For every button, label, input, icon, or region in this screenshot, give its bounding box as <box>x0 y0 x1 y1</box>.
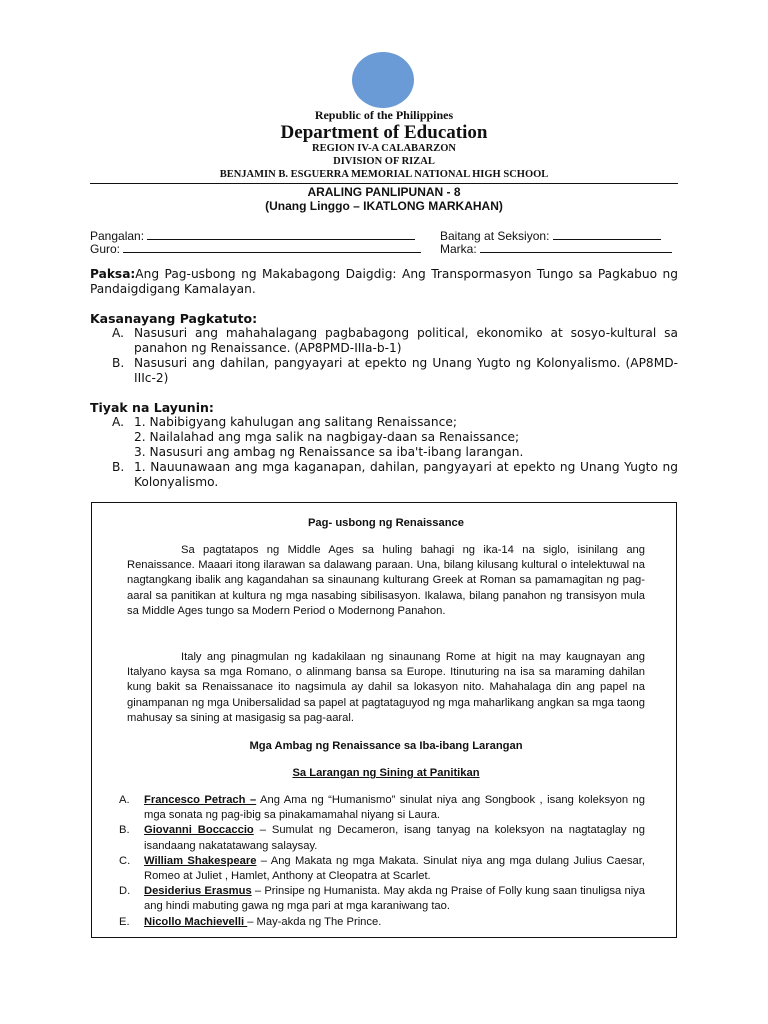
person-desc: – Sumulat ng Decameron, isang tanyag na koleksyon na nagtataglay ng isandaang nakatatawang salaysay. <box>144 824 646 852</box>
header-school: BENJAMIN B. ESGUERRA MEMORIAL NATIONAL HIGH SCHOOL <box>219 169 549 180</box>
kasanayan-item-b <box>90 356 678 386</box>
person-name: William Shakespeare <box>144 854 257 867</box>
person-name: Francesco Petrach – <box>144 794 257 806</box>
tiyak-item-a3 <box>90 445 678 460</box>
guro-label: Guro: <box>90 242 121 256</box>
header-divider <box>90 183 678 184</box>
ambag-title: Mga Ambag ng Renaissance sa Iba-ibang Larangan <box>249 740 523 752</box>
tiyak-a-item: 2. Nailalahad ang mga salik na nagbigay-daan sa Renaissance; <box>134 430 520 444</box>
guro-field[interactable] <box>90 241 421 256</box>
list-label: A. <box>119 794 130 806</box>
paksa-section <box>90 267 678 297</box>
list-item <box>119 854 645 884</box>
paksa-text: Ang Pag-usbong ng Makabagong Daigdig: Ang Transpormasyon Tungo sa Pagkabuo ng Pandaigdigang Kamalayan. <box>90 267 678 296</box>
box-title: Pag- usbong ng Renaissance <box>307 517 465 529</box>
list-label: C. <box>119 854 131 867</box>
list-label: E. <box>119 915 130 928</box>
box-paragraph-2: Italy ang pinagmulan ng kadakilaan ng sinaunang Rome at higit na may kaugnayan ang Italyano kaysa sa mga Romano, o alinmang bansa sa Europe. Itinuturing na isa sa maraming dahilan kung bakit sa Renaissanace ito nagsimula ay dahil sa lokasyon nito. Mahahalaga din ang papel na ginampanan ng mga Unibersalidad sa papel at pagtataguyod ng mga maharlikang angkan sa mga taong mahusay sa sining at masigasig sa pag-aaral. <box>127 651 645 724</box>
person-desc: – May-akda ng The Prince. <box>247 915 382 928</box>
list-label: B. <box>119 824 130 837</box>
baitang-blank[interactable] <box>553 228 661 240</box>
quarter-title: (Unang Linggo – IKATLONG MARKAHAN) <box>265 199 503 213</box>
person-name: Nicollo Machievelli <box>144 915 248 928</box>
renaissance-box <box>91 502 677 938</box>
list-item <box>119 823 646 853</box>
tiyak-a-label: A. <box>112 415 124 429</box>
list-label: D. <box>119 885 131 898</box>
tiyak-a-item: 1. Nabibigyang kahulugan ang salitang Renaissance; <box>134 415 457 429</box>
tiyak-title: Tiyak na Layunin: <box>90 400 214 415</box>
list-item <box>119 793 645 823</box>
kasanayan-item-text: Nasusuri ang mahahalagang pagbabagong political, ekonomiko at sosyo-kultural sa panahon ng Renaissance. (AP8PMD-IIIa-b-1) <box>134 326 678 355</box>
header-department: Department of Education <box>280 122 488 143</box>
marka-blank[interactable] <box>480 241 672 253</box>
kasanayan-item-label: A. <box>112 326 124 340</box>
kasanayan-item-text: Nasusuri ang dahilan, pangyayari at epekto ng Unang Yugto ng Kolonyalismo. (AP8MD-IIIc-2) <box>134 356 678 385</box>
sining-title: Sa Larangan ng Sining at Panitikan <box>292 767 480 779</box>
tiyak-b-text: 1. Nauunawaan ang mga kaganapan, dahilan, pangyayari at epekto ng Unang Yugto ng Kolonyalismo. <box>134 460 678 489</box>
tiyak-a-item: 3. Nasusuri ang ambag ng Renaissance sa iba't-ibang larangan. <box>134 445 524 459</box>
subject-title: ARALING PANLIPUNAN - 8 <box>307 185 461 199</box>
tiyak-item-b <box>90 460 678 490</box>
kasanayan-title: Kasanayang Pagkatuto: <box>90 311 258 326</box>
kasanayan-item-label: B. <box>112 356 125 370</box>
people-list <box>119 793 646 930</box>
tiyak-item-a2 <box>90 430 678 445</box>
kasanayan-item-a <box>90 326 678 356</box>
pangalan-label: Pangalan: <box>90 229 145 243</box>
kasanayan-section <box>90 311 678 386</box>
person-name: Giovanni Boccaccio <box>144 824 254 837</box>
paksa-label: Paksa: <box>90 267 136 281</box>
person-name: Desiderius Erasmus <box>144 885 252 898</box>
person-desc: – Ang Makata ng mga Makata. Sinulat niya ang mga dulang Julius Caesar, Romeo at Juliet , Hamlet, Anthony at Cleopatra at Scarlet. <box>144 854 645 883</box>
person-desc: – Prinsipe ng Humanista. May akda ng Praise of Folly kung saan tinuligsa niya ang hindi mabuting gawa ng mga pari at mga karaniwang tao. <box>144 885 645 913</box>
marka-field[interactable] <box>440 241 672 256</box>
list-item <box>119 915 645 930</box>
pangalan-blank[interactable] <box>147 228 415 240</box>
header-division: DIVISION OF RIZAL <box>333 156 435 167</box>
baitang-label: Baitang at Seksiyon: <box>440 229 550 243</box>
tiyak-item-a1 <box>90 415 678 430</box>
deped-logo-circle <box>352 52 414 108</box>
guro-blank[interactable] <box>123 241 421 253</box>
box-paragraph-1: Sa pagtatapos ng Middle Ages sa huling bahagi ng ika-14 na siglo, isinilang ang Renaissance. Maaari itong ilarawan sa dalawang paraan. Una, bilang kilusang kultural o intelektuwal na nagtangkang ibalik ang kagandahan sa sinaunang kulturang Greek at Roman sa pamamagitan ng pag-aaral sa panitikan at kultura ng mga nasabing sibilisasyon. Ikalawa, bilang panahon ng transisyon mula sa Middle Ages tungo sa Modern Period o Modernong Panahon. <box>127 544 645 617</box>
header-republic: Republic of the Philippines <box>314 108 454 122</box>
tiyak-b-label: B. <box>112 460 125 474</box>
person-desc: Ang Ama ng “Humanismo” sinulat niya ang Songbook , isang koleksyon ng mga sonata ng pag-ibig sa pinakamamahal niyang si Laura. <box>144 794 645 822</box>
header-region: REGION IV-A CALABARZON <box>312 143 456 154</box>
list-item <box>119 884 645 914</box>
tiyak-section <box>90 400 678 490</box>
marka-label: Marka: <box>440 242 477 256</box>
